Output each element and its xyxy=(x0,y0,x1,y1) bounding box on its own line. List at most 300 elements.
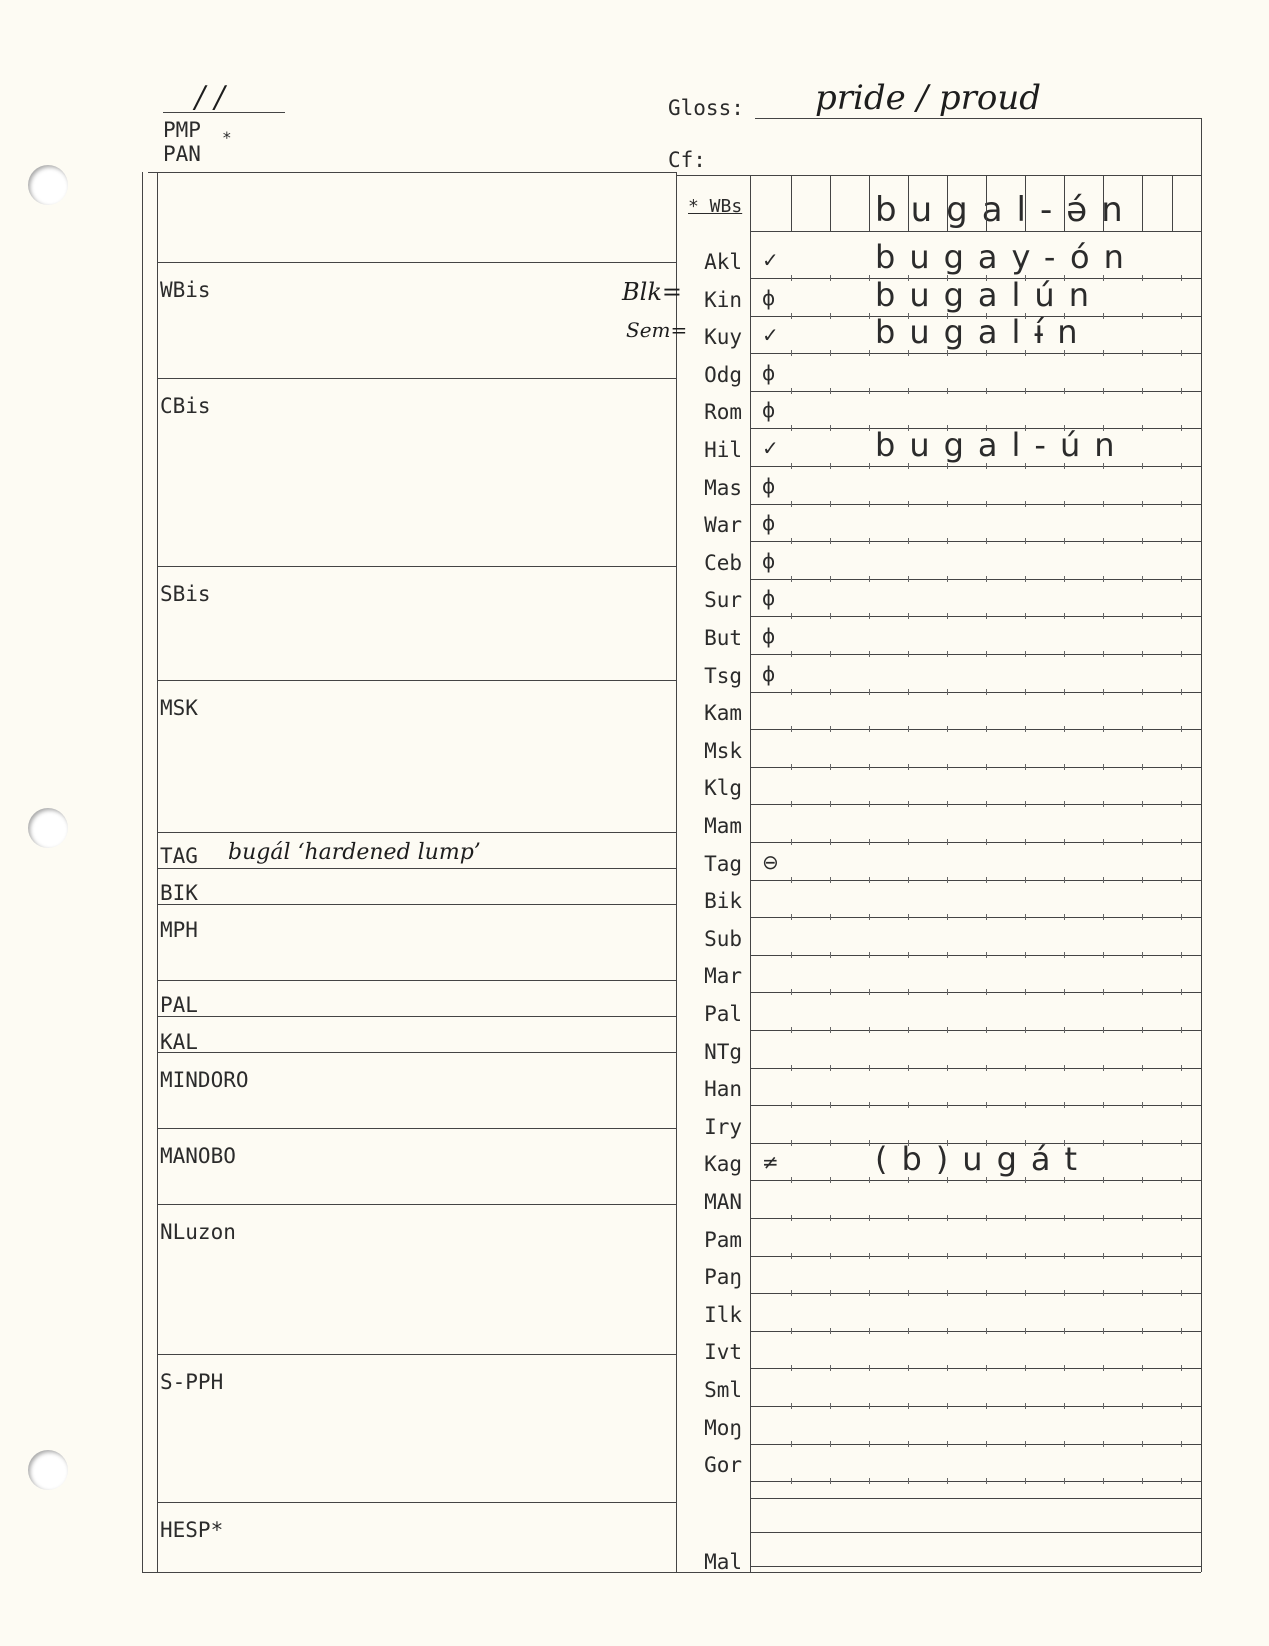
table-right-edge xyxy=(1201,118,1202,1572)
language-code: Rom xyxy=(704,400,742,425)
row-tick xyxy=(869,538,870,544)
row-rule xyxy=(750,616,1201,617)
row-tick xyxy=(908,801,909,807)
row-tick xyxy=(1142,726,1143,732)
row-tick xyxy=(830,726,831,732)
row-tick xyxy=(947,764,948,770)
row-tick xyxy=(1103,1328,1104,1334)
row-tick xyxy=(947,1177,948,1183)
row-tick xyxy=(1181,1177,1182,1183)
row-tick xyxy=(986,651,987,657)
row-tick xyxy=(1181,1478,1182,1484)
row-tick xyxy=(1103,1253,1104,1259)
language-mark: ≠ xyxy=(762,1150,779,1175)
row-tick xyxy=(947,1403,948,1409)
group-label-cbis: CBis xyxy=(160,394,211,418)
row-tick xyxy=(1142,689,1143,695)
row-tick xyxy=(1064,1177,1065,1183)
language-code: Hil xyxy=(704,438,742,462)
row-tick xyxy=(947,1290,948,1296)
row-tick xyxy=(830,1027,831,1033)
row-tick xyxy=(986,914,987,920)
group-separator xyxy=(157,262,676,263)
group-separator xyxy=(157,680,676,681)
row-tick xyxy=(869,651,870,657)
row-tick xyxy=(1025,388,1026,394)
row-tick xyxy=(986,1478,987,1484)
row-tick xyxy=(908,538,909,544)
row-tick xyxy=(1181,839,1182,845)
row-rule xyxy=(750,1481,1201,1482)
row-tick xyxy=(1064,1253,1065,1259)
row-tick xyxy=(1103,501,1104,507)
row-tick xyxy=(908,1403,909,1409)
language-form: bugalɨ́n xyxy=(875,313,1092,352)
header-cell-line xyxy=(830,175,831,231)
row-tick xyxy=(830,651,831,657)
language-mark: ϕ xyxy=(762,398,776,423)
row-tick xyxy=(830,1102,831,1108)
row-tick xyxy=(1064,501,1065,507)
row-tick xyxy=(1142,313,1143,319)
row-tick xyxy=(1064,1215,1065,1221)
language-code: Mas xyxy=(704,475,742,500)
row-tick xyxy=(830,350,831,356)
row-tick xyxy=(986,952,987,958)
side-note-kuy: Sem= xyxy=(626,318,688,342)
row-tick xyxy=(1142,839,1143,845)
header-cell-line xyxy=(1025,175,1026,231)
row-tick xyxy=(791,764,792,770)
group-label-bik: BIK xyxy=(160,881,198,905)
row-tick xyxy=(1181,877,1182,883)
group-label-mindoro: MINDORO xyxy=(160,1068,249,1092)
row-tick xyxy=(1142,1027,1143,1033)
row-tick xyxy=(1181,914,1182,920)
group-label-hesp: HESP* xyxy=(160,1518,224,1542)
row-tick xyxy=(1181,1403,1182,1409)
row-tick xyxy=(1103,613,1104,619)
row-tick xyxy=(830,1328,831,1334)
row-tick xyxy=(1025,576,1026,582)
cf-label: Cf: xyxy=(668,148,706,172)
row-tick xyxy=(986,501,987,507)
row-tick xyxy=(869,877,870,883)
row-tick xyxy=(1181,689,1182,695)
row-tick xyxy=(1025,651,1026,657)
row-tick xyxy=(830,1215,831,1221)
group-separator xyxy=(157,904,676,905)
row-tick xyxy=(1025,1403,1026,1409)
row-tick xyxy=(947,1365,948,1371)
row-tick xyxy=(1064,914,1065,920)
row-tick xyxy=(1181,726,1182,732)
table-divider xyxy=(676,172,677,1572)
row-rule xyxy=(750,729,1201,730)
row-tick xyxy=(1064,1328,1065,1334)
row-tick xyxy=(908,1027,909,1033)
row-tick xyxy=(1064,538,1065,544)
wbs-header-label: * WBs xyxy=(688,196,743,217)
group-separator xyxy=(157,1128,676,1129)
row-tick xyxy=(1181,1328,1182,1334)
row-tick xyxy=(986,726,987,732)
row-tick xyxy=(791,1215,792,1221)
row-tick xyxy=(947,1441,948,1447)
table-divider-2 xyxy=(750,175,751,1572)
language-code: Msk xyxy=(704,738,742,763)
row-tick xyxy=(791,576,792,582)
row-tick xyxy=(1064,1027,1065,1033)
date-underline xyxy=(163,112,285,113)
pmp-label: PMP xyxy=(163,118,201,142)
row-tick xyxy=(947,839,948,845)
group-label-kal: KAL xyxy=(160,1030,198,1054)
row-tick xyxy=(1103,651,1104,657)
row-tick xyxy=(947,538,948,544)
row-tick xyxy=(1181,613,1182,619)
row-tick xyxy=(1025,613,1026,619)
row-tick xyxy=(869,764,870,770)
row-tick xyxy=(1064,651,1065,657)
row-tick xyxy=(791,501,792,507)
language-code: Mam xyxy=(704,814,742,838)
row-tick xyxy=(830,1065,831,1071)
row-tick xyxy=(908,1215,909,1221)
row-tick xyxy=(986,877,987,883)
row-tick xyxy=(1064,613,1065,619)
row-tick xyxy=(791,1441,792,1447)
row-tick xyxy=(791,1253,792,1259)
row-tick xyxy=(908,1441,909,1447)
row-tick xyxy=(1103,463,1104,469)
language-code: NTg xyxy=(704,1039,742,1064)
row-tick xyxy=(1181,952,1182,958)
row-tick xyxy=(908,1065,909,1071)
row-tick xyxy=(1181,1441,1182,1447)
row-tick xyxy=(791,1102,792,1108)
row-tick xyxy=(986,989,987,995)
row-tick xyxy=(1142,463,1143,469)
wbs-header-form: bugal-ə́n xyxy=(875,190,1137,230)
row-tick xyxy=(986,1215,987,1221)
row-tick xyxy=(1181,1065,1182,1071)
row-tick xyxy=(1064,576,1065,582)
row-rule xyxy=(750,353,1201,354)
row-tick xyxy=(908,1102,909,1108)
row-rule xyxy=(750,1331,1201,1332)
row-tick xyxy=(830,1365,831,1371)
row-tick xyxy=(1181,764,1182,770)
row-tick xyxy=(1181,1253,1182,1259)
row-tick xyxy=(869,1065,870,1071)
row-tick xyxy=(908,1290,909,1296)
row-tick xyxy=(791,1290,792,1296)
row-tick xyxy=(1181,801,1182,807)
row-tick xyxy=(1025,1065,1026,1071)
row-rule xyxy=(750,1498,1201,1499)
row-tick xyxy=(1142,275,1143,281)
row-tick xyxy=(869,952,870,958)
group-label-sbis: SBis xyxy=(160,582,211,606)
language-code: Bik xyxy=(704,889,742,914)
row-rule xyxy=(750,955,1201,956)
language-mark: ϕ xyxy=(762,473,776,498)
group-separator xyxy=(157,566,676,567)
row-tick xyxy=(947,651,948,657)
row-tick xyxy=(1142,1215,1143,1221)
row-tick xyxy=(1181,651,1182,657)
table-left-edge-inner xyxy=(157,172,158,1572)
row-tick xyxy=(1025,914,1026,920)
row-tick xyxy=(830,801,831,807)
row-tick xyxy=(830,952,831,958)
language-code: Iry xyxy=(704,1114,742,1139)
language-code: Kag xyxy=(704,1152,742,1177)
row-tick xyxy=(869,1140,870,1146)
row-tick xyxy=(1103,1478,1104,1484)
row-tick xyxy=(1025,1102,1026,1108)
language-code: Kam xyxy=(704,701,742,726)
row-tick xyxy=(830,463,831,469)
language-code: Odg xyxy=(704,362,742,387)
row-tick xyxy=(1025,839,1026,845)
row-tick xyxy=(1025,1215,1026,1221)
row-tick xyxy=(1142,1478,1143,1484)
row-rule xyxy=(750,1566,1201,1567)
row-tick xyxy=(908,1365,909,1371)
row-tick xyxy=(908,839,909,845)
row-tick xyxy=(1103,1403,1104,1409)
row-tick xyxy=(869,689,870,695)
row-tick xyxy=(791,538,792,544)
row-tick xyxy=(1103,877,1104,883)
row-tick xyxy=(1064,952,1065,958)
language-mark: ⊖ xyxy=(762,849,779,874)
row-tick xyxy=(986,463,987,469)
row-tick xyxy=(869,1027,870,1033)
row-tick xyxy=(1142,1253,1143,1259)
row-tick xyxy=(1103,350,1104,356)
row-tick xyxy=(1103,576,1104,582)
row-tick xyxy=(1142,613,1143,619)
language-code: Tsg xyxy=(704,663,742,688)
row-tick xyxy=(986,1365,987,1371)
row-tick xyxy=(1025,501,1026,507)
row-tick xyxy=(791,839,792,845)
row-tick xyxy=(791,1478,792,1484)
header-cell-line xyxy=(1172,175,1173,231)
row-tick xyxy=(1103,388,1104,394)
row-tick xyxy=(830,689,831,695)
row-tick xyxy=(791,275,792,281)
gloss-value: pride / proud xyxy=(815,78,1041,118)
row-tick xyxy=(1103,1215,1104,1221)
language-form: bugal-ún xyxy=(875,426,1129,464)
row-tick xyxy=(908,388,909,394)
row-tick xyxy=(947,388,948,394)
row-tick xyxy=(1025,689,1026,695)
row-tick xyxy=(947,914,948,920)
row-tick xyxy=(947,689,948,695)
row-tick xyxy=(1142,651,1143,657)
row-tick xyxy=(869,425,870,431)
row-tick xyxy=(1103,538,1104,544)
row-rule xyxy=(750,1406,1201,1407)
row-tick xyxy=(830,1403,831,1409)
row-tick xyxy=(830,613,831,619)
row-tick xyxy=(791,1027,792,1033)
row-tick xyxy=(1025,350,1026,356)
row-tick xyxy=(986,1102,987,1108)
row-tick xyxy=(908,726,909,732)
row-rule xyxy=(750,654,1201,655)
row-tick xyxy=(1181,1365,1182,1371)
group-separator xyxy=(157,1016,676,1017)
row-rule xyxy=(750,804,1201,805)
row-tick xyxy=(869,1365,870,1371)
row-tick xyxy=(791,1403,792,1409)
row-tick xyxy=(908,463,909,469)
row-tick xyxy=(1181,538,1182,544)
language-mark: ✓ xyxy=(762,248,779,272)
punch-hole-middle xyxy=(28,808,68,848)
row-tick xyxy=(947,350,948,356)
header-cell-line xyxy=(908,175,909,231)
row-tick xyxy=(1142,1065,1143,1071)
row-tick xyxy=(1064,839,1065,845)
row-tick xyxy=(791,1328,792,1334)
row-tick xyxy=(986,1177,987,1183)
language-code: MAN xyxy=(704,1190,742,1214)
row-tick xyxy=(908,914,909,920)
row-tick xyxy=(791,463,792,469)
row-tick xyxy=(1064,388,1065,394)
row-tick xyxy=(1181,350,1182,356)
row-tick xyxy=(986,801,987,807)
language-code: Mar xyxy=(704,964,742,989)
row-tick xyxy=(1103,989,1104,995)
language-code: Sml xyxy=(704,1378,742,1402)
row-tick xyxy=(986,1441,987,1447)
row-tick xyxy=(869,275,870,281)
row-tick xyxy=(1181,501,1182,507)
row-tick xyxy=(1025,989,1026,995)
row-tick xyxy=(908,1253,909,1259)
language-code: Han xyxy=(704,1077,742,1102)
row-tick xyxy=(986,388,987,394)
row-tick xyxy=(791,1365,792,1371)
row-tick xyxy=(1025,1027,1026,1033)
row-rule xyxy=(750,992,1201,993)
language-code: Tag xyxy=(704,851,742,876)
row-tick xyxy=(947,877,948,883)
row-tick xyxy=(1103,801,1104,807)
row-tick xyxy=(869,801,870,807)
row-tick xyxy=(908,651,909,657)
row-tick xyxy=(791,726,792,732)
row-tick xyxy=(1025,538,1026,544)
row-rule xyxy=(750,1105,1201,1106)
row-tick xyxy=(830,501,831,507)
group-separator xyxy=(157,1052,676,1053)
row-tick xyxy=(947,463,948,469)
row-tick xyxy=(830,1478,831,1484)
row-tick xyxy=(908,576,909,582)
language-mark: ϕ xyxy=(762,586,776,611)
row-tick xyxy=(1142,350,1143,356)
row-tick xyxy=(791,877,792,883)
row-tick xyxy=(1064,1065,1065,1071)
row-tick xyxy=(947,613,948,619)
row-rule xyxy=(750,1532,1201,1533)
row-tick xyxy=(1103,1290,1104,1296)
row-tick xyxy=(986,1253,987,1259)
row-rule xyxy=(750,1444,1201,1445)
row-tick xyxy=(1181,313,1182,319)
row-tick xyxy=(869,989,870,995)
row-tick xyxy=(1103,275,1104,281)
row-tick xyxy=(830,388,831,394)
row-tick xyxy=(1181,388,1182,394)
row-tick xyxy=(869,350,870,356)
row-tick xyxy=(947,726,948,732)
row-tick xyxy=(869,313,870,319)
language-code: Ivt xyxy=(704,1340,742,1365)
row-tick xyxy=(869,1177,870,1183)
row-tick xyxy=(1181,275,1182,281)
group-label-manobo: MANOBO xyxy=(160,1144,236,1168)
row-tick xyxy=(791,952,792,958)
header-cell-line xyxy=(1103,175,1104,231)
row-tick xyxy=(1181,425,1182,431)
row-tick xyxy=(830,425,831,431)
row-tick xyxy=(1103,1177,1104,1183)
row-rule xyxy=(750,1256,1201,1257)
row-tick xyxy=(791,313,792,319)
row-tick xyxy=(791,689,792,695)
row-tick xyxy=(986,1065,987,1071)
row-tick xyxy=(986,576,987,582)
language-form: (b)ugát xyxy=(875,1140,1092,1179)
row-tick xyxy=(1025,1290,1026,1296)
row-tick xyxy=(1025,1478,1026,1484)
row-tick xyxy=(1142,576,1143,582)
row-tick xyxy=(1142,1403,1143,1409)
row-tick xyxy=(986,839,987,845)
row-tick xyxy=(1142,1328,1143,1334)
header-cell-line xyxy=(791,175,792,231)
group-label-mph: MPH xyxy=(160,918,198,942)
row-tick xyxy=(947,576,948,582)
row-tick xyxy=(1181,576,1182,582)
table-left-edge-outer xyxy=(142,172,143,1572)
row-tick xyxy=(791,425,792,431)
row-tick xyxy=(1142,1102,1143,1108)
row-tick xyxy=(986,613,987,619)
row-tick xyxy=(1142,1365,1143,1371)
row-rule xyxy=(750,1030,1201,1031)
row-tick xyxy=(1025,726,1026,732)
language-mark: ✓ xyxy=(762,323,779,348)
row-tick xyxy=(1142,501,1143,507)
row-tick xyxy=(1103,1027,1104,1033)
row-tick xyxy=(1064,764,1065,770)
side-note-kin: Blk= xyxy=(622,278,682,306)
row-tick xyxy=(1181,463,1182,469)
row-tick xyxy=(1103,689,1104,695)
row-tick xyxy=(1025,1441,1026,1447)
